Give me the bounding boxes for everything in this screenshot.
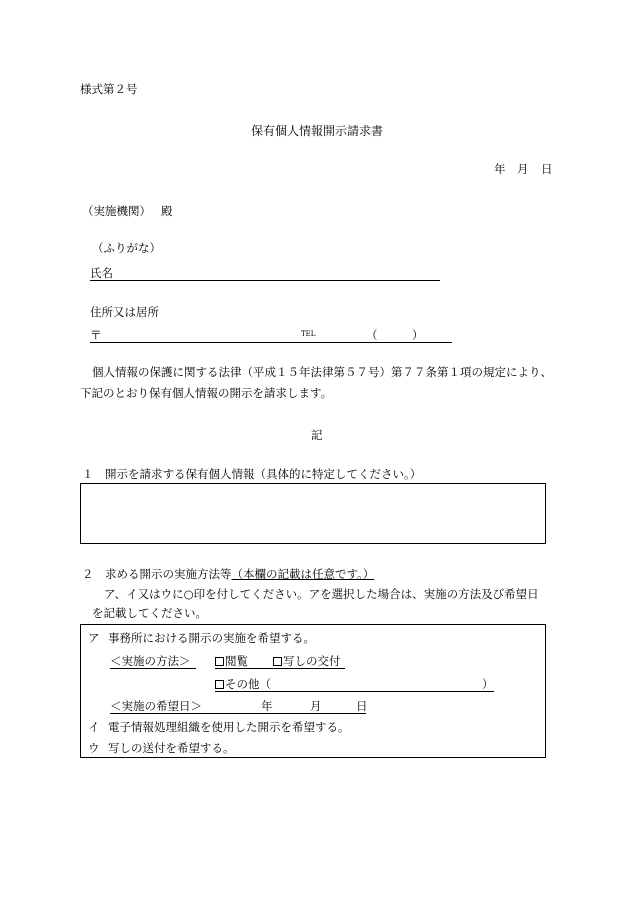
addressee-org: （実施機関）	[82, 204, 151, 218]
date-day-label: 日	[541, 162, 553, 176]
choice-other	[215, 677, 271, 691]
instruction-line-1: ア、イ又はウに○印を付してください。アを選択した場合は、実施の方法及び希望日	[104, 587, 539, 601]
choice-view	[215, 654, 248, 668]
choice-copy-label: 写しの交付	[283, 654, 341, 668]
date-wish-field[interactable]	[110, 713, 366, 714]
method-label: ＜実施の方法＞	[110, 654, 191, 668]
choice-row-underline	[215, 668, 345, 669]
choice-copy	[273, 654, 341, 668]
choice-other-label: その他（	[225, 677, 271, 691]
form-number: 様式第２号	[80, 82, 138, 96]
checkbox-view[interactable]	[215, 657, 224, 666]
intro-line-2: 下記のとおり保有個人情報の開示を請求します。	[80, 386, 333, 400]
checkbox-copy[interactable]	[273, 657, 282, 666]
postal-mark: 〒	[90, 328, 102, 342]
option-a-text: 事務所における開示の実施を希望する。	[108, 631, 315, 645]
address-label: 住所又は居所	[90, 305, 159, 319]
section-2-heading	[82, 567, 374, 581]
furigana-label: （ふりがな）	[92, 241, 161, 255]
tel-paren: （ ）	[366, 328, 424, 342]
tel-label: TEL	[301, 330, 316, 338]
date-year-label: 年	[494, 162, 506, 176]
section-2-heading-main: ２ 求める開示の実施方法等	[82, 567, 232, 581]
date-wish-month: 月	[310, 699, 322, 713]
instruction-line-2: を記載してください。	[92, 606, 207, 620]
addressee-honorific: 殿	[161, 204, 173, 218]
option-i-text: 電子情報処理組織を使用した開示を希望する。	[108, 720, 350, 734]
name-label: 氏名	[90, 266, 113, 280]
personal-info-field[interactable]	[80, 483, 546, 544]
date-month-label: 月	[517, 162, 529, 176]
address-field[interactable]	[90, 342, 452, 343]
ki-heading: 記	[311, 428, 323, 442]
date-wish-day: 日	[356, 699, 368, 713]
date-wish-label: ＜実施の希望日＞	[110, 699, 202, 713]
option-u-text: 写しの送付を希望する。	[108, 741, 235, 755]
name-field[interactable]	[90, 280, 440, 281]
form-title: 保有個人情報開示請求書	[251, 124, 384, 138]
choice-view-label: 閲覧	[225, 654, 248, 668]
option-a-marker[interactable]: ア	[88, 631, 100, 645]
choice-other-close: ）	[482, 677, 494, 691]
date-wish-year: 年	[261, 699, 273, 713]
option-i-marker[interactable]: イ	[88, 720, 100, 734]
method-label-underline	[110, 668, 196, 669]
section-1-heading: １ 開示を請求する保有個人情報（具体的に特定してください。）	[82, 467, 422, 481]
option-u-marker[interactable]: ウ	[88, 741, 100, 755]
checkbox-other[interactable]	[215, 680, 224, 689]
choice-other-field[interactable]	[215, 691, 494, 692]
intro-line-1: 個人情報の保護に関する法律（平成１５年法律第５７号）第７７条第１項の規定により、	[92, 365, 552, 379]
section-2-heading-note: （本欄の記載は任意です。）	[231, 567, 375, 581]
